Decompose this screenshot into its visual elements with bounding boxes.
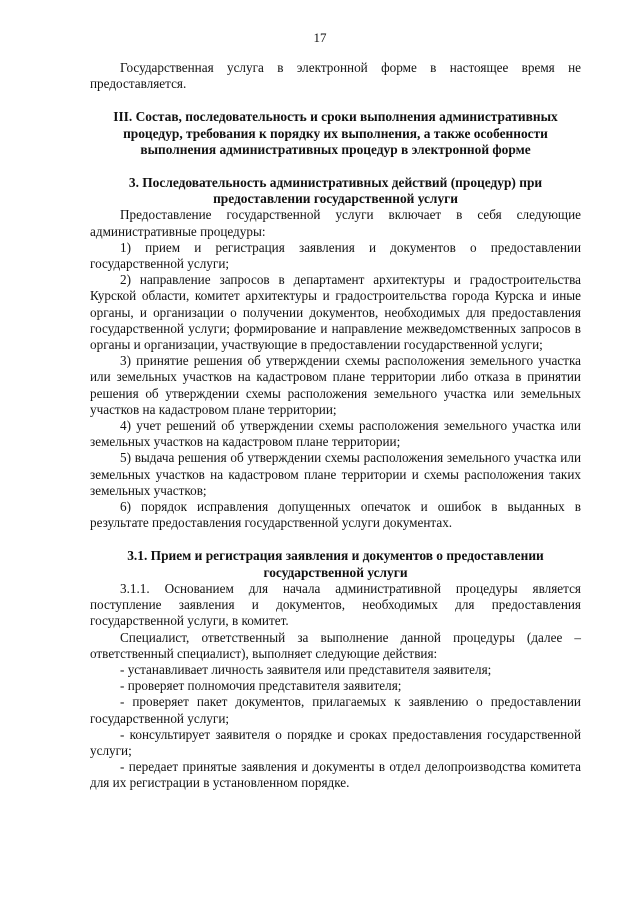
paragraph: Предоставление государственной услуги включает в себя следующие административные процедуры: xyxy=(90,207,581,239)
list-item: - консультирует заявителя о порядке и сроках предоставления государственной услуги; xyxy=(90,726,581,758)
subsection-3-heading: 3. Последовательность административных действий (процедур) при предоставлении государственной услуги xyxy=(128,175,543,207)
paragraph: Специалист, ответственный за выполнение данной процедуры (далее – ответственный специалист), выполняет следующие действия: xyxy=(90,629,581,661)
list-item: - передает принятые заявления и документы в отдел делопроизводства комитета для их регистрации в установленном порядке. xyxy=(90,759,581,791)
list-item: - проверяет пакет документов, прилагаемых к заявлению о предоставлении государственной услуги; xyxy=(90,694,581,726)
list-item: 4) учет решений об утверждении схемы расположения земельного участка или земельных участков на кадастровом плане территории; xyxy=(90,418,581,450)
section-heading: III. Состав, последовательность и сроки выполнения административных процедур, требования к порядку их выполнения, а также особенности выполнения административных процедур в электронной форме xyxy=(113,109,558,157)
subsection-3-1-heading: 3.1. Прием и регистрация заявления и документов о предоставлении государственной услуги xyxy=(127,548,544,580)
intro-paragraph: Государственная услуга в электронной форме в настоящее время не предоставляется. xyxy=(90,60,581,92)
list-item: 6) порядок исправления допущенных опечаток и ошибок в выданных в результате предоставления государственной услуги документах. xyxy=(90,499,581,531)
page-number: 17 xyxy=(313,30,327,45)
document-body xyxy=(90,60,581,792)
list-item: - устанавливает личность заявителя или представителя заявителя; xyxy=(120,661,492,677)
paragraph: 3.1.1. Основанием для начала административной процедуры является поступление заявления и документов, необходимых для предоставления государственной услуги, в комитет. xyxy=(90,580,581,629)
list-item: 5) выдача решения об утверждении схемы расположения земельного участка или земельных участков на кадастровом плане территории и схемы расположения таких земельных участков; xyxy=(90,450,581,498)
list-item: 3) принятие решения об утверждении схемы расположения земельного участка или земельных участков на кадастровом плане территории либо отказа в принятии решения об утверждении схемы расположения земельного участка или земельных участков на кадастровом плане территории; xyxy=(90,353,581,417)
list-item: 1) прием и регистрация заявления и документов о предоставлении государственной услуги; xyxy=(90,239,581,272)
list-item: - проверяет полномочия представителя заявителя; xyxy=(120,678,402,694)
list-item: 2) направление запросов в департамент архитектуры и градостроительства Курской области, комитет архитектуры и градостроительства города Курска и иные органы, и организации о получении документов, необходимых для предоставления государственной услуги; формирование и направление межведомственных запросов в органы и организации, участвующие в предоставлении государственной услуги; xyxy=(90,272,581,353)
